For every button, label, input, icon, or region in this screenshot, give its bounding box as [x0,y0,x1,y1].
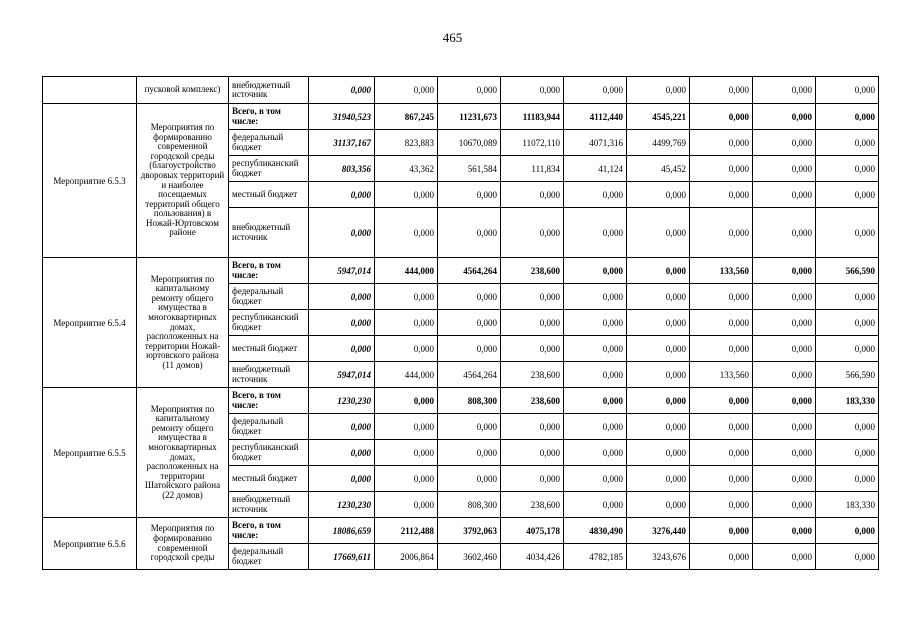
measure-cell: Мероприятие 6.5.5 [43,388,137,518]
value-cell: 0,000 [816,310,879,336]
table-row [43,258,879,284]
value-cell: 0,000 [690,466,753,492]
value-cell: 0,000 [753,104,816,130]
value-cell: 0,000 [690,440,753,466]
value-cell: 0,000 [309,466,375,492]
value-cell: 0,000 [375,414,438,440]
funding-source-cell: внебюджетный источник [229,77,309,104]
value-cell: 0,000 [816,414,879,440]
value-cell: 0,000 [690,104,753,130]
value-cell: 0,000 [690,492,753,518]
value-cell: 0,000 [501,208,564,258]
value-cell: 0,000 [375,182,438,208]
value-cell: 0,000 [627,466,690,492]
value-cell: 0,000 [753,130,816,156]
value-cell: 133,560 [690,258,753,284]
table-row [43,388,879,414]
value-cell: 0,000 [309,208,375,258]
value-cell: 3792,063 [438,518,501,544]
funding-source-cell: местный бюджет [229,336,309,362]
value-cell: 0,000 [627,388,690,414]
value-cell: 111,834 [501,156,564,182]
value-cell: 4071,316 [564,130,627,156]
value-cell: 0,000 [627,414,690,440]
value-cell: 0,000 [816,130,879,156]
value-cell: 0,000 [753,440,816,466]
value-cell: 3276,440 [627,518,690,544]
value-cell: 4034,426 [501,544,564,570]
budget-table [42,76,879,570]
value-cell: 0,000 [753,258,816,284]
measure-cell: Мероприятие 6.5.4 [43,258,137,388]
value-cell: 0,000 [564,310,627,336]
table-row [43,104,879,130]
value-cell: 0,000 [816,440,879,466]
value-cell: 0,000 [501,466,564,492]
value-cell: 0,000 [375,466,438,492]
value-cell: 4830,490 [564,518,627,544]
funding-source-cell: местный бюджет [229,182,309,208]
value-cell: 5947,014 [309,258,375,284]
value-cell: 18086,659 [309,518,375,544]
value-cell: 0,000 [690,130,753,156]
value-cell: 803,356 [309,156,375,182]
value-cell: 0,000 [309,182,375,208]
value-cell: 0,000 [438,336,501,362]
value-cell: 0,000 [564,182,627,208]
value-cell: 823,883 [375,130,438,156]
value-cell: 0,000 [690,414,753,440]
funding-source-cell: федеральный бюджет [229,544,309,570]
value-cell: 3243,676 [627,544,690,570]
value-cell: 0,000 [438,284,501,310]
value-cell: 4545,221 [627,104,690,130]
value-cell: 4075,178 [501,518,564,544]
value-cell: 0,000 [438,77,501,104]
value-cell: 4782,185 [564,544,627,570]
value-cell: 0,000 [753,388,816,414]
value-cell: 0,000 [690,77,753,104]
funding-source-cell: внебюджетный источник [229,208,309,258]
value-cell: 11072,110 [501,130,564,156]
value-cell: 0,000 [375,492,438,518]
value-cell: 0,000 [375,284,438,310]
value-cell: 0,000 [627,336,690,362]
value-cell: 5947,014 [309,362,375,388]
description-cell: Мероприятия по формированию современной городской среды (благоустройство дворовых территорий и наиболее посещаемых территорий общего пользования) в Ножай-Юртовском районе [137,104,229,258]
value-cell: 0,000 [690,310,753,336]
value-cell: 17669,611 [309,544,375,570]
description-cell: Мероприятия по капитальному ремонту общего имущества в многоквартирных домах, расположенных на территории Шатойского района (22 домов) [137,388,229,518]
table-row [43,77,879,104]
value-cell: 0,000 [309,414,375,440]
value-cell: 561,584 [438,156,501,182]
value-cell: 0,000 [753,518,816,544]
value-cell: 0,000 [816,104,879,130]
value-cell: 0,000 [438,466,501,492]
value-cell: 867,245 [375,104,438,130]
value-cell: 0,000 [564,362,627,388]
value-cell: 45,452 [627,156,690,182]
value-cell: 0,000 [690,284,753,310]
value-cell: 43,362 [375,156,438,182]
value-cell: 0,000 [375,440,438,466]
funding-source-cell: Всего, в том числе: [229,518,309,544]
value-cell: 0,000 [753,310,816,336]
value-cell: 0,000 [753,336,816,362]
value-cell: 0,000 [501,284,564,310]
value-cell: 0,000 [816,336,879,362]
value-cell: 0,000 [501,414,564,440]
value-cell: 0,000 [375,388,438,414]
table-row [43,518,879,544]
value-cell: 133,560 [690,362,753,388]
value-cell: 0,000 [753,492,816,518]
value-cell: 566,590 [816,258,879,284]
funding-source-cell: внебюджетный источник [229,362,309,388]
value-cell: 0,000 [564,492,627,518]
value-cell: 3602,460 [438,544,501,570]
value-cell: 0,000 [501,182,564,208]
description-cell: пусковой комплекс) [137,77,229,104]
funding-source-cell: федеральный бюджет [229,130,309,156]
value-cell: 0,000 [816,208,879,258]
value-cell: 0,000 [438,182,501,208]
funding-source-cell: республиканский бюджет [229,440,309,466]
value-cell: 0,000 [690,182,753,208]
funding-source-cell: Всего, в том числе: [229,388,309,414]
value-cell: 0,000 [627,362,690,388]
value-cell: 0,000 [627,440,690,466]
funding-source-cell: Всего, в том числе: [229,258,309,284]
value-cell: 0,000 [753,466,816,492]
value-cell: 0,000 [627,77,690,104]
value-cell: 0,000 [816,518,879,544]
value-cell: 0,000 [627,310,690,336]
value-cell: 238,600 [501,388,564,414]
value-cell: 0,000 [309,440,375,466]
value-cell: 4564,264 [438,258,501,284]
value-cell: 183,330 [816,388,879,414]
value-cell: 0,000 [690,518,753,544]
value-cell: 0,000 [564,77,627,104]
value-cell: 2112,488 [375,518,438,544]
value-cell: 0,000 [564,388,627,414]
value-cell: 31137,167 [309,130,375,156]
value-cell: 0,000 [753,208,816,258]
funding-source-cell: местный бюджет [229,466,309,492]
value-cell: 0,000 [627,284,690,310]
value-cell: 0,000 [753,156,816,182]
measure-cell: Мероприятие 6.5.6 [43,518,137,570]
value-cell: 0,000 [501,77,564,104]
value-cell: 10670,089 [438,130,501,156]
value-cell: 0,000 [375,336,438,362]
value-cell: 0,000 [627,208,690,258]
value-cell: 0,000 [564,466,627,492]
value-cell: 238,600 [501,492,564,518]
value-cell: 0,000 [816,182,879,208]
value-cell: 0,000 [438,208,501,258]
value-cell: 4564,264 [438,362,501,388]
value-cell: 0,000 [690,156,753,182]
value-cell: 0,000 [309,336,375,362]
funding-source-cell: внебюджетный источник [229,492,309,518]
value-cell: 0,000 [375,310,438,336]
value-cell: 0,000 [816,466,879,492]
funding-source-cell: федеральный бюджет [229,284,309,310]
value-cell: 4499,769 [627,130,690,156]
value-cell: 0,000 [816,544,879,570]
value-cell: 0,000 [816,156,879,182]
value-cell: 566,590 [816,362,879,388]
funding-source-cell: республиканский бюджет [229,310,309,336]
value-cell: 0,000 [690,388,753,414]
value-cell: 0,000 [438,440,501,466]
measure-cell: Мероприятие 6.5.3 [43,104,137,258]
value-cell: 183,330 [816,492,879,518]
value-cell: 0,000 [438,310,501,336]
value-cell: 0,000 [564,208,627,258]
description-cell: Мероприятия по формированию современной городской среды [137,518,229,570]
value-cell: 1230,230 [309,388,375,414]
value-cell: 0,000 [375,77,438,104]
page-number: 465 [442,30,463,45]
value-cell: 11183,944 [501,104,564,130]
funding-source-cell: Всего, в том числе: [229,104,309,130]
value-cell: 0,000 [816,77,879,104]
value-cell: 0,000 [438,414,501,440]
value-cell: 0,000 [564,284,627,310]
value-cell: 444,000 [375,258,438,284]
value-cell: 0,000 [690,544,753,570]
value-cell: 0,000 [564,336,627,362]
measure-cell [43,77,137,104]
value-cell: 0,000 [753,414,816,440]
value-cell: 0,000 [501,440,564,466]
value-cell: 0,000 [309,284,375,310]
description-cell: Мероприятия по капитальному ремонту общего имущества в многоквартирных домах, расположенных на территории Ножай-юртовского района (11 домов) [137,258,229,388]
value-cell: 444,000 [375,362,438,388]
value-cell: 0,000 [627,182,690,208]
value-cell: 0,000 [627,492,690,518]
value-cell: 0,000 [309,310,375,336]
value-cell: 0,000 [501,310,564,336]
funding-source-cell: федеральный бюджет [229,414,309,440]
value-cell: 0,000 [690,208,753,258]
value-cell: 41,124 [564,156,627,182]
value-cell: 238,600 [501,362,564,388]
value-cell: 0,000 [309,77,375,104]
value-cell: 0,000 [564,414,627,440]
value-cell: 0,000 [564,440,627,466]
value-cell: 0,000 [627,258,690,284]
value-cell: 0,000 [753,182,816,208]
value-cell: 0,000 [753,77,816,104]
value-cell: 238,600 [501,258,564,284]
value-cell: 2006,864 [375,544,438,570]
value-cell: 0,000 [753,284,816,310]
value-cell: 808,300 [438,492,501,518]
value-cell: 0,000 [501,336,564,362]
value-cell: 11231,673 [438,104,501,130]
value-cell: 0,000 [375,208,438,258]
value-cell: 0,000 [753,362,816,388]
value-cell: 1230,230 [309,492,375,518]
funding-source-cell: республиканский бюджет [229,156,309,182]
value-cell: 808,300 [438,388,501,414]
value-cell: 4112,440 [564,104,627,130]
value-cell: 0,000 [816,284,879,310]
value-cell: 0,000 [564,258,627,284]
value-cell: 0,000 [753,544,816,570]
value-cell: 0,000 [690,336,753,362]
value-cell: 31940,523 [309,104,375,130]
